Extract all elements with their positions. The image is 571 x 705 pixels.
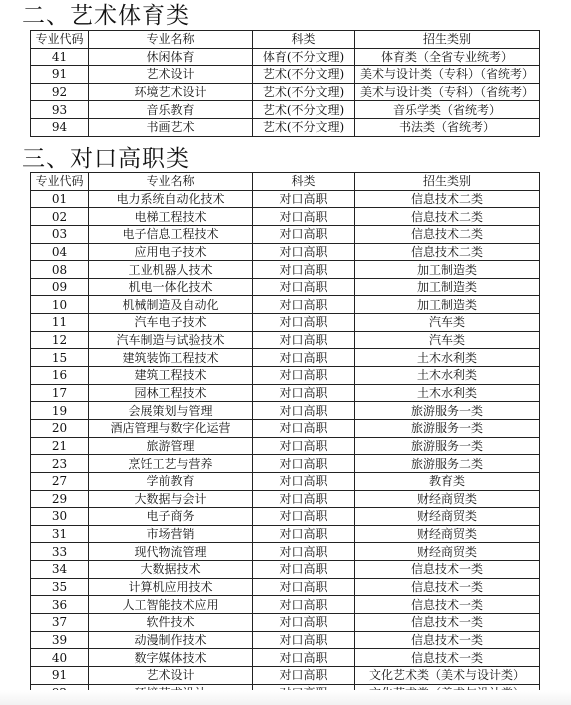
table-row xyxy=(31,614,540,632)
table-row xyxy=(31,118,540,136)
cell-category: 对口高职 xyxy=(253,455,355,473)
cell-name: 市场营销 xyxy=(89,525,253,543)
cell-name: 电子信息工程技术 xyxy=(89,225,253,243)
cell-category: 艺术(不分文理) xyxy=(253,83,355,101)
cell-name: 旅游管理 xyxy=(89,437,253,455)
cell-code: 10 xyxy=(31,296,89,314)
cell-name: 烹饪工艺与营养 xyxy=(89,455,253,473)
cell-enrollment: 财经商贸类 xyxy=(355,525,540,543)
table-row xyxy=(31,296,540,314)
cell-category: 对口高职 xyxy=(253,578,355,596)
column-header-category: 科类 xyxy=(253,173,355,191)
cell-category: 对口高职 xyxy=(253,419,355,437)
cell-name: 机电一体化技术 xyxy=(89,278,253,296)
cell-enrollment: 加工制造类 xyxy=(355,278,540,296)
cell-category: 对口高职 xyxy=(253,508,355,526)
cell-category: 对口高职 xyxy=(253,437,355,455)
cell-enrollment: 财经商贸类 xyxy=(355,490,540,508)
table-row xyxy=(31,455,540,473)
column-header-enrollment: 招生类别 xyxy=(355,173,540,191)
cell-category: 对口高职 xyxy=(253,314,355,332)
cell-name: 建筑装饰工程技术 xyxy=(89,349,253,367)
cell-code: 39 xyxy=(31,631,89,649)
cell-code: 36 xyxy=(31,596,89,614)
page-bottom-edge xyxy=(0,690,571,705)
cell-code: 23 xyxy=(31,455,89,473)
cell-category: 对口高职 xyxy=(253,243,355,261)
cell-enrollment: 体育类（全省专业统考） xyxy=(355,48,540,66)
cell-enrollment: 美术与设计类（专科）（省统考） xyxy=(355,66,540,84)
cell-code: 27 xyxy=(31,472,89,490)
cell-category: 艺术(不分文理) xyxy=(253,101,355,119)
cell-code: 21 xyxy=(31,437,89,455)
cell-name: 音乐教育 xyxy=(89,101,253,119)
cell-category: 对口高职 xyxy=(253,384,355,402)
cell-enrollment: 旅游服务二类 xyxy=(355,455,540,473)
table-header-row xyxy=(31,31,540,49)
cell-name: 数字媒体技术 xyxy=(89,649,253,667)
cell-name: 电子商务 xyxy=(89,508,253,526)
arts-table-body xyxy=(31,48,540,136)
cell-category: 对口高职 xyxy=(253,525,355,543)
cell-name: 休闲体育 xyxy=(89,48,253,66)
cell-category: 对口高职 xyxy=(253,331,355,349)
cell-category: 对口高职 xyxy=(253,649,355,667)
table-row xyxy=(31,490,540,508)
cell-name: 应用电子技术 xyxy=(89,243,253,261)
table-row xyxy=(31,331,540,349)
cell-enrollment: 文化艺术类（美术与设计类） xyxy=(355,666,540,684)
table-row xyxy=(31,543,540,561)
cell-code: 19 xyxy=(31,402,89,420)
cell-enrollment: 信息技术一类 xyxy=(355,649,540,667)
cell-code: 93 xyxy=(31,101,89,119)
table-row xyxy=(31,83,540,101)
table-row xyxy=(31,243,540,261)
cell-category: 对口高职 xyxy=(253,543,355,561)
table-row xyxy=(31,66,540,84)
cell-enrollment: 旅游服务一类 xyxy=(355,437,540,455)
cell-category: 对口高职 xyxy=(253,349,355,367)
cell-enrollment: 信息技术二类 xyxy=(355,243,540,261)
table-header-row xyxy=(31,173,540,191)
table-row xyxy=(31,596,540,614)
cell-code: 92 xyxy=(31,83,89,101)
table-row xyxy=(31,190,540,208)
cell-name: 建筑工程技术 xyxy=(89,367,253,385)
cell-category: 对口高职 xyxy=(253,472,355,490)
cell-code: 33 xyxy=(31,543,89,561)
cell-enrollment: 汽车类 xyxy=(355,331,540,349)
table-row xyxy=(31,261,540,279)
cell-name: 艺术设计 xyxy=(89,66,253,84)
table-row xyxy=(31,278,540,296)
table-row xyxy=(31,384,540,402)
cell-enrollment: 信息技术一类 xyxy=(355,578,540,596)
cell-name: 会展策划与管理 xyxy=(89,402,253,420)
cell-enrollment: 加工制造类 xyxy=(355,296,540,314)
cell-code: 35 xyxy=(31,578,89,596)
cell-category: 对口高职 xyxy=(253,278,355,296)
cell-code: 91 xyxy=(31,66,89,84)
table-row xyxy=(31,367,540,385)
cell-category: 艺术(不分文理) xyxy=(253,118,355,136)
cell-category: 对口高职 xyxy=(253,561,355,579)
cell-name: 园林工程技术 xyxy=(89,384,253,402)
cell-code: 01 xyxy=(31,190,89,208)
cell-name: 电力系统自动化技术 xyxy=(89,190,253,208)
cell-category: 对口高职 xyxy=(253,367,355,385)
cell-enrollment: 教育类 xyxy=(355,472,540,490)
cell-category: 对口高职 xyxy=(253,614,355,632)
table-row xyxy=(31,525,540,543)
cell-enrollment: 信息技术二类 xyxy=(355,190,540,208)
cell-name: 环境艺术设计 xyxy=(89,83,253,101)
column-header-enrollment: 招生类别 xyxy=(355,31,540,49)
table-row xyxy=(31,472,540,490)
cell-enrollment: 加工制造类 xyxy=(355,261,540,279)
cell-name: 现代物流管理 xyxy=(89,543,253,561)
table-row xyxy=(31,649,540,667)
cell-enrollment: 美术与设计类（专科）（省统考） xyxy=(355,83,540,101)
table-row xyxy=(31,314,540,332)
table-row xyxy=(31,349,540,367)
cell-code: 41 xyxy=(31,48,89,66)
cell-code: 31 xyxy=(31,525,89,543)
cell-name: 软件技术 xyxy=(89,614,253,632)
section-heading-arts: 二、艺术体育类 xyxy=(22,3,190,29)
cell-code: 20 xyxy=(31,419,89,437)
cell-enrollment: 信息技术一类 xyxy=(355,596,540,614)
cell-enrollment: 土木水利类 xyxy=(355,367,540,385)
arts-sports-table xyxy=(30,30,540,137)
cell-enrollment: 汽车类 xyxy=(355,314,540,332)
cell-name: 电梯工程技术 xyxy=(89,208,253,226)
table-row xyxy=(31,578,540,596)
cell-category: 对口高职 xyxy=(253,402,355,420)
cell-code: 12 xyxy=(31,331,89,349)
cell-code: 03 xyxy=(31,225,89,243)
cell-code: 09 xyxy=(31,278,89,296)
table-row xyxy=(31,666,540,684)
vocational-table xyxy=(30,172,540,702)
table-row xyxy=(31,561,540,579)
cell-name: 工业机器人技术 xyxy=(89,261,253,279)
cell-enrollment: 财经商贸类 xyxy=(355,508,540,526)
cell-enrollment: 信息技术二类 xyxy=(355,225,540,243)
table-row xyxy=(31,437,540,455)
cell-name: 机械制造及自动化 xyxy=(89,296,253,314)
cell-enrollment: 旅游服务一类 xyxy=(355,419,540,437)
cell-enrollment: 旅游服务一类 xyxy=(355,402,540,420)
table-row xyxy=(31,225,540,243)
cell-enrollment: 信息技术一类 xyxy=(355,561,540,579)
cell-code: 40 xyxy=(31,649,89,667)
column-header-name: 专业名称 xyxy=(89,31,253,49)
cell-category: 体育(不分文理) xyxy=(253,48,355,66)
cell-name: 大数据技术 xyxy=(89,561,253,579)
table-row xyxy=(31,208,540,226)
cell-code: 15 xyxy=(31,349,89,367)
cell-code: 34 xyxy=(31,561,89,579)
cell-code: 11 xyxy=(31,314,89,332)
cell-category: 对口高职 xyxy=(253,190,355,208)
cell-enrollment: 土木水利类 xyxy=(355,384,540,402)
table-row xyxy=(31,402,540,420)
cell-category: 对口高职 xyxy=(253,296,355,314)
cell-category: 对口高职 xyxy=(253,261,355,279)
cell-enrollment: 信息技术一类 xyxy=(355,631,540,649)
cell-category: 对口高职 xyxy=(253,631,355,649)
cell-name: 艺术设计 xyxy=(89,666,253,684)
cell-category: 对口高职 xyxy=(253,208,355,226)
table-row xyxy=(31,48,540,66)
cell-name: 酒店管理与数字化运营 xyxy=(89,419,253,437)
section-heading-vocational: 三、对口高职类 xyxy=(22,146,190,172)
table-row xyxy=(31,101,540,119)
cell-name: 汽车制造与试验技术 xyxy=(89,331,253,349)
cell-enrollment: 书法类（省统考） xyxy=(355,118,540,136)
vocational-table-body xyxy=(31,190,540,702)
cell-enrollment: 财经商贸类 xyxy=(355,543,540,561)
cell-enrollment: 音乐学类（省统考） xyxy=(355,101,540,119)
cell-name: 人工智能技术应用 xyxy=(89,596,253,614)
cell-enrollment: 土木水利类 xyxy=(355,349,540,367)
cell-code: 02 xyxy=(31,208,89,226)
column-header-category: 科类 xyxy=(253,31,355,49)
cell-name: 学前教育 xyxy=(89,472,253,490)
cell-name: 动漫制作技术 xyxy=(89,631,253,649)
cell-name: 计算机应用技术 xyxy=(89,578,253,596)
cell-code: 16 xyxy=(31,367,89,385)
column-header-name: 专业名称 xyxy=(89,173,253,191)
cell-code: 91 xyxy=(31,666,89,684)
column-header-code: 专业代码 xyxy=(31,173,89,191)
cell-name: 汽车电子技术 xyxy=(89,314,253,332)
cell-name: 书画艺术 xyxy=(89,118,253,136)
cell-enrollment: 信息技术二类 xyxy=(355,208,540,226)
cell-code: 30 xyxy=(31,508,89,526)
cell-code: 29 xyxy=(31,490,89,508)
column-header-code: 专业代码 xyxy=(31,31,89,49)
cell-category: 对口高职 xyxy=(253,225,355,243)
cell-code: 08 xyxy=(31,261,89,279)
cell-code: 04 xyxy=(31,243,89,261)
cell-enrollment: 信息技术一类 xyxy=(355,614,540,632)
cell-category: 艺术(不分文理) xyxy=(253,66,355,84)
table-row xyxy=(31,631,540,649)
cell-category: 对口高职 xyxy=(253,596,355,614)
cell-code: 17 xyxy=(31,384,89,402)
cell-category: 对口高职 xyxy=(253,490,355,508)
cell-name: 大数据与会计 xyxy=(89,490,253,508)
cell-code: 94 xyxy=(31,118,89,136)
table-row xyxy=(31,419,540,437)
cell-code: 37 xyxy=(31,614,89,632)
cell-category: 对口高职 xyxy=(253,666,355,684)
table-row xyxy=(31,508,540,526)
